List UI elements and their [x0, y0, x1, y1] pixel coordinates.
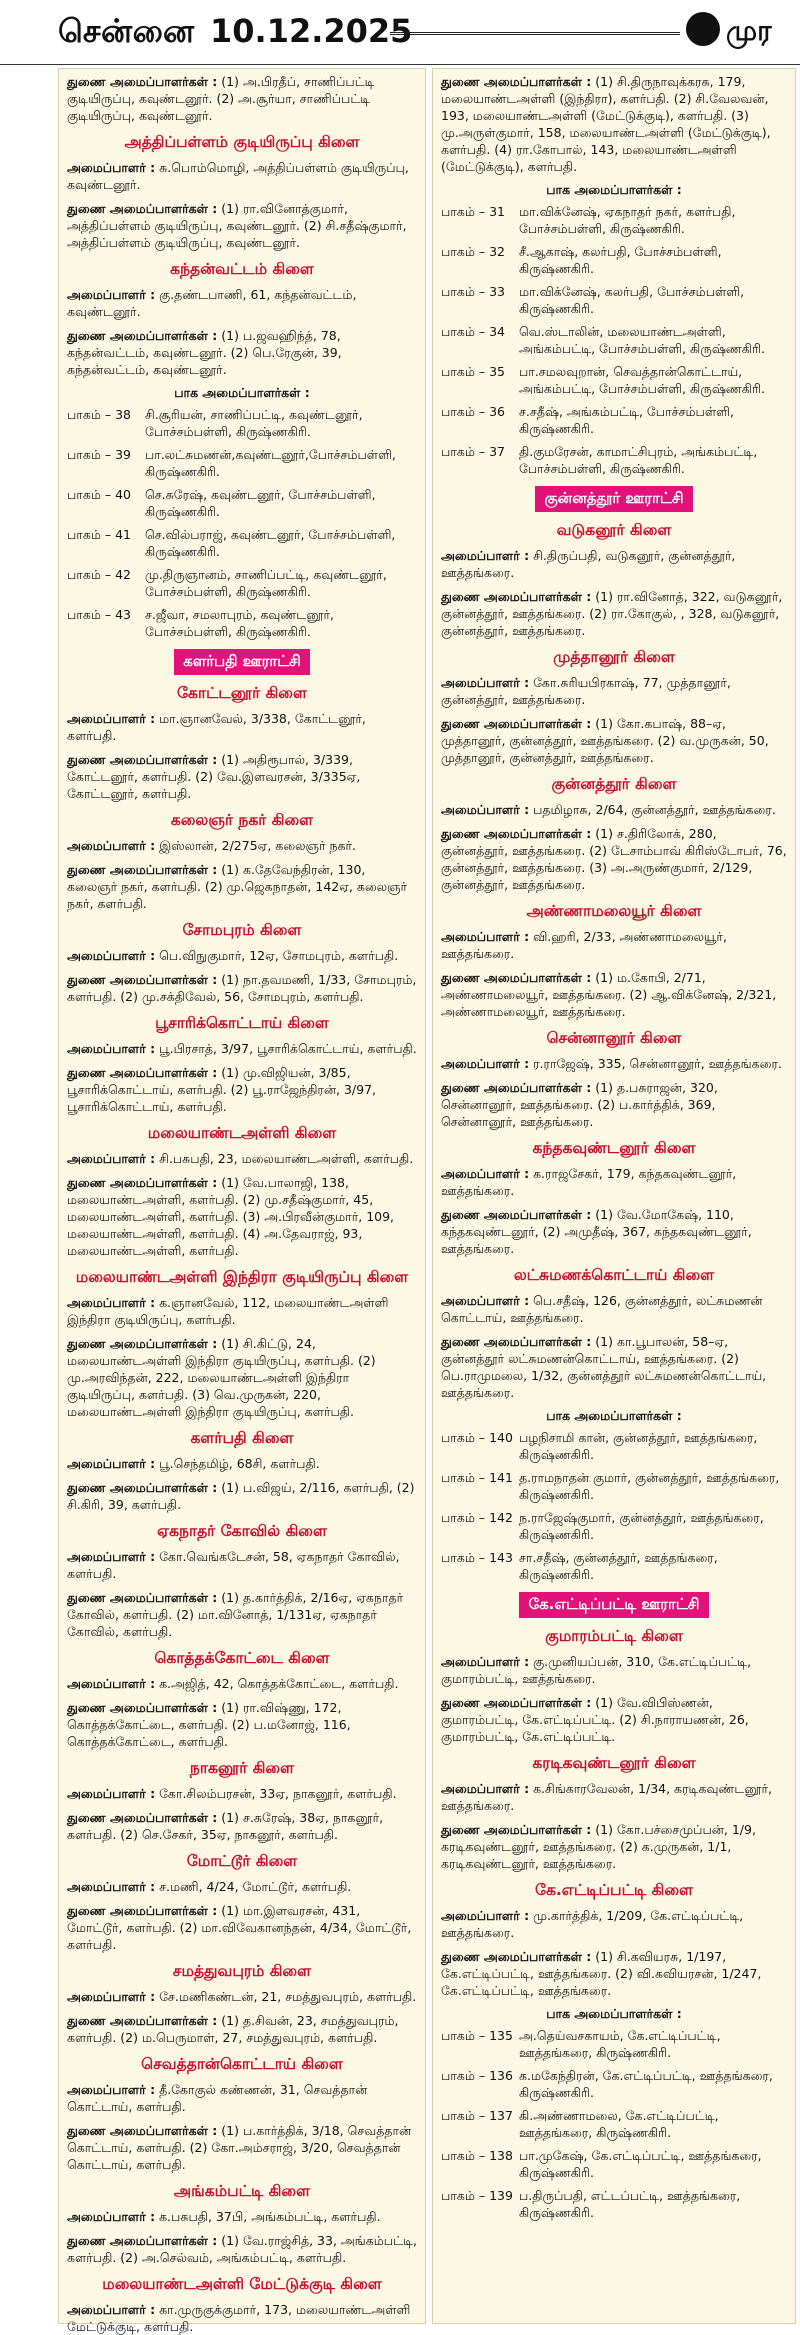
branch-heading: சோமபுரம் கிளை	[182, 921, 302, 939]
masthead-rule	[390, 32, 680, 35]
entry: துணை அமைப்பாளர்கள் : (1) கோ.கபாஷ், 88–ஏ, முத்தானூர், குன்னத்தூர், ஊத்தங்கரை. (2) வ.முருகன், 50, முத்தானூர், குன்னத்தூர், ஊத்தங்கரை.	[441, 716, 769, 765]
branch-heading: செவத்தான்கொட்டாய் கிளை	[141, 2055, 343, 2073]
branch-heading: மோட்டூர் கிளை	[186, 1852, 298, 1870]
bhaga-row: பாகம் – 41 செ.வில்பராஜ், கவுண்டனூர், போச்சம்பள்ளி, கிருஷ்ணகிரி.	[67, 527, 396, 559]
entry: துணை அமைப்பாளர்கள் : (1) ம.கோபி, 2/71, அண்ணாமலையூர், ஊத்தங்கரை. (2) ஆ.விக்னேஷ், 2/321, அண்ணாமலையூர், ஊத்தங்கரை.	[441, 970, 777, 1019]
entry: துணை அமைப்பாளர்கள் : (1) கா.பூபாலன், 58–ஏ, குன்னத்தூர் லட்சுமணன்கொட்டாய், ஊத்தங்கரை. (2) பெ.ராமுமலை, 1/32, குன்னத்தூர் லட்சுமணன்கொட்டாய், ஊத்தங்கரை.	[441, 1334, 767, 1400]
bhaga-row: பாகம் – 32 சீ.ஆகாஷ், கலர்பதி, போச்சம்பள்ளி, கிருஷ்ணகிரி.	[441, 244, 722, 276]
branch-heading: முத்தானூர் கிளை	[553, 648, 675, 666]
emblem-icon	[686, 12, 720, 46]
entry: அமைப்பாளர் : க.ராஜசேகர், 179, கந்தகவுண்டனூர், ஊத்தங்கரை.	[441, 1166, 737, 1198]
entry: துணை அமைப்பாளர்கள் : (1) சி.கவியரசு, 1/197, கே.எட்டிப்பட்டி, ஊத்தங்கரை. (2) வி.கவியரசன், 1/247, கே.எட்டிப்பட்டி, ஊத்தங்கரை.	[441, 1949, 762, 1998]
entry: அமைப்பாளர் : கோ.வெங்கடேசன், 58, ஏகநாதர் கோவில், களர்பதி.	[67, 1549, 400, 1581]
branch-heading: அண்ணாமலையூர் கிளை	[526, 902, 702, 920]
branch-heading: மலையாண்டஅள்ளி கிளை	[147, 1124, 337, 1142]
bhaga-row: பாகம் – 141 த.ராமநாதன் குமார், குன்னத்தூர், ஊத்தங்கரை, கிருஷ்ணகிரி.	[441, 1470, 780, 1502]
bhaga-row: பாகம் – 143 சா.சதீஷ், குன்னத்தூர், ஊத்தங்கரை, கிருஷ்ணகிரி.	[441, 1550, 718, 1582]
entry: துணை அமைப்பாளர்கள் : (1) வே.ராஜ்சித், 33, அங்கம்பட்டி, களர்பதி. (2) அ.செல்வம், அங்கம்பட்டி, களர்பதி.	[67, 2233, 417, 2265]
branch-heading: கோட்டனூர் கிளை	[177, 684, 307, 702]
branch-heading: லட்சுமணக்கொட்டாய் கிளை	[513, 1266, 715, 1284]
entry: துணை அமைப்பாளர்கள் : (1) ரா.வினோத்குமார், அத்திப்பள்ளம் குடியிருப்பு, கவுண்டனூர். (2) சி.சதீஷ்குமார், அத்திப்பள்ளம் குடியிருப்பு, கவுண்டனூர்.	[67, 201, 407, 250]
entry: துணை அமைப்பாளர்கள் : (1) ரா.விஷ்ணு, 172, கொத்தக்கோட்டை, களர்பதி. (2) ப.மனோஜ், 116, கொத்தக்கோட்டை, களர்பதி.	[67, 1700, 351, 1749]
entry: துணை அமைப்பாளர்கள் : (1) மா.இளவரசன், 431, மோட்டூர், களர்பதி. (2) மா.விவேகானந்தன், 4/34, மோட்டூர், களர்பதி.	[67, 1903, 412, 1952]
branch-heading: கரடிகவுண்டனூர் கிளை	[532, 1754, 696, 1772]
entry: அமைப்பாளர் : க.சிங்காரவேலன், 1/34, கரடிகவுண்டனூர், ஊத்தங்கரை.	[441, 1781, 772, 1813]
bhaga-row: பாகம் – 35 பா.சமலவுறான், செவத்தான்கொட்டாய், அங்கம்பட்டி, போச்சம்பள்ளி, கிருஷ்ணகிரி.	[441, 364, 765, 396]
branch-heading: வடுகனூர் கிளை	[556, 521, 672, 539]
entry: அமைப்பாளர் : கா.முருகுக்குமார், 173, மலையாண்டஅள்ளி மேட்டுக்குடி, களர்பதி.	[67, 2302, 411, 2334]
entry: துணை அமைப்பாளர்கள் : (1) மு.விஜியன், 3/85, பூசாரிக்கொட்டாய், களர்பதி. (2) பூ.ராஜேந்திரன், 3/97, பூசாரிக்கொட்டாய், களர்பதி.	[67, 1065, 377, 1114]
entry: துணை அமைப்பாளர்கள் : (1) நா.தவமணி, 1/33, சோமபுரம், களர்பதி. (2) மு.சக்திவேல், 56, சோமபுரம், களர்பதி.	[67, 972, 417, 1004]
entry: துணை அமைப்பாளர்கள் : (1) ப.ஜவஹிந்த், 78, கந்தன்வட்டம், கவுண்டனூர். (2) பெ.ரேகுன், 39, கந்தன்வட்டம், கவுண்டனூர்.	[67, 328, 342, 377]
bhaga-row: பாகம் – 139 ப.திருப்பதி, எட்டப்பட்டி, ஊத்தங்கரை, கிருஷ்ணகிரி.	[441, 2188, 741, 2220]
entry: அமைப்பாளர் : கோ.சிலம்பரசன், 33ஏ, நாகனூர், களர்பதி.	[67, 1786, 397, 1801]
entry: அமைப்பாளர் : க.அஜித், 42, கொத்தக்கோட்டை, களர்பதி.	[67, 1676, 399, 1691]
section-subheading: பாக அமைப்பாளர்கள் :	[546, 1408, 682, 1423]
branch-heading: மலையாண்டஅள்ளி மேட்டுக்குடி கிளை	[102, 2275, 382, 2293]
right-column	[432, 68, 796, 2324]
bhaga-row: பாகம் – 34 வெ.ஸ்டாலின், மலையாண்டஅள்ளி, அங்கம்பட்டி, போச்சம்பள்ளி, கிருஷ்ணகிரி.	[441, 324, 765, 356]
branch-heading: பூசாரிக்கொட்டாய் கிளை	[155, 1014, 329, 1032]
panchayat-banner: குன்னத்தூர் ஊராட்சி	[535, 486, 692, 512]
entry: அமைப்பாளர் : பூ.பிரசாத், 3/97, பூசாரிக்கொட்டாய், களர்பதி.	[67, 1041, 417, 1056]
branch-heading: சென்னானூர் கிளை	[546, 1029, 682, 1047]
entry: அமைப்பாளர் : கு.முனியப்பன், 310, கே.எட்டிப்பட்டி, குமாரம்பட்டி, ஊத்தங்கரை.	[441, 1654, 752, 1686]
branch-heading: கந்தன்வட்டம் கிளை	[170, 260, 314, 278]
entry: அமைப்பாளர் : மு.கார்த்திக், 1/209, கே.எட்டிப்பட்டி, ஊத்தங்கரை.	[441, 1908, 744, 1940]
branch-heading: சமத்துவபுரம் கிளை	[172, 1962, 312, 1980]
branch-heading: கலைஞர் நகர் கிளை	[170, 811, 314, 829]
bhaga-row: பாகம் – 140 பழநிசாமி கான், குன்னத்தூர், ஊத்தங்கரை, கிருஷ்ணகிரி.	[441, 1430, 758, 1462]
bhaga-row: பாகம் – 42 மு.திருஞானம், சாணிப்பட்டி, கவுண்டனூர், போச்சம்பள்ளி, கிருஷ்ணகிரி.	[67, 567, 387, 599]
bhaga-row: பாகம் – 135 அ.தெய்வசகாயம், கே.எட்டிப்பட்டி, ஊத்தங்கரை, கிருஷ்ணகிரி.	[441, 2028, 721, 2060]
entry: துணை அமைப்பாளர்கள் : (1) த.கார்த்திக், 2/16ஏ, ஏகநாதர் கோவில், களர்பதி. (2) மா.வினோத், 1/131ஏ, ஏகநாதர் கோவில், களர்பதி.	[67, 1590, 404, 1639]
entry: துணை அமைப்பாளர்கள் : (1) அதிரூபால், 3/339, கோட்டனூர், களர்பதி. (2) வே.இளவரசன், 3/335ஏ, கோட்டனூர், களர்பதி.	[67, 752, 361, 801]
entry: துணை அமைப்பாளர்கள் : (1) சி.கிட்டு, 24, மலையாண்டஅள்ளி இந்திரா குடியிருப்பு, களர்பதி. (2) மு.அரவிந்தன், 222, மலையாண்டஅள்ளி இந்திரா குடியிருப்பு, களர்பதி. (3) வெ.முருகன், 220, மலையாண்டஅள்ளி இந்திரா குடியிருப்பு, களர்பதி.	[67, 1336, 376, 1419]
branch-heading: கே.எட்டிப்பட்டி கிளை	[534, 1881, 694, 1899]
entry: அமைப்பாளர் : சு.பொம்மொழி, அத்திப்பள்ளம் குடியிருப்பு, கவுண்டனூர்.	[67, 160, 409, 192]
entry: அமைப்பாளர் : க.ஞானவேல், 112, மலையாண்டஅள்ளி இந்திரா குடியிருப்பு, களர்பதி.	[67, 1295, 389, 1327]
bhaga-row: பாகம் – 136 க.மகேந்திரன், கே.எட்டிப்பட்டி, ஊத்தங்கரை, கிருஷ்ணகிரி.	[441, 2068, 773, 2100]
entry: அமைப்பாளர் : க.பசுபதி, 37பி, அங்கம்பட்டி, களர்பதி.	[67, 2209, 381, 2224]
bhaga-row: பாகம் – 38 சி.சூரியன், சாணிப்பட்டி, கவுண்டனூர், போச்சம்பள்ளி, கிருஷ்ணகிரி.	[67, 407, 363, 439]
entry: அமைப்பாளர் : தீ.கோகுல் கண்ணன், 31, செவத்தான் கொட்டாய், களர்பதி.	[67, 2082, 368, 2114]
section-subheading: பாக அமைப்பாளர்கள் :	[546, 182, 682, 197]
entry: துணை அமைப்பாளர்கள் : (1) ப.விஜய், 2/116, களர்பதி, (2) சி.கிரி, 39, களர்பதி.	[67, 1480, 415, 1512]
entry: துணை அமைப்பாளர்கள் : (1) ச.சுரேஷ், 38ஏ, நாகனூர், களர்பதி. (2) செ.சேகர், 35ஏ, நாகனூர், களர்பதி.	[67, 1810, 384, 1842]
masthead-city: சென்னை	[58, 12, 195, 50]
branch-heading: நாகனூர் கிளை	[189, 1759, 295, 1777]
entry: துணை அமைப்பாளர்கள் : (1) அ.பிரதீப், சாணிப்பட்டி குடியிருப்பு, கவுண்டனூர். (2) அ.சூர்யா, சாணிப்பட்டி குடியிருப்பு, கவுண்டனூர்.	[67, 74, 375, 123]
entry: அமைப்பாளர் : ச.மணி, 4/24, மோட்டூர், களர்பதி.	[67, 1879, 352, 1894]
entry: அமைப்பாளர் : வி.ஹரி, 2/33, அண்ணாமலையூர், ஊத்தங்கரை.	[441, 929, 727, 961]
branch-heading: அத்திப்பள்ளம் குடியிருப்பு கிளை	[124, 133, 360, 151]
masthead	[0, 0, 800, 65]
entry: துணை அமைப்பாளர்கள் : (1) கோ.பச்சைமுப்பன், 1/9, கரடிகவுண்டனூர், ஊத்தங்கரை. (2) க.முருகன், 1/1, கரடிகவுண்டனூர், ஊத்தங்கரை.	[441, 1822, 756, 1871]
branch-heading: குமாரம்பட்டி கிளை	[545, 1627, 683, 1645]
masthead-brand: முர	[726, 14, 772, 47]
entry: துணை அமைப்பாளர்கள் : (1) க.தேவேந்திரன், 130, கலைஞர் நகர், களர்பதி. (2) மு.ஜெகநாதன், 142ஏ, கலைஞர் நகர், களர்பதி.	[67, 862, 408, 911]
branch-heading: கொத்தக்கோட்டை கிளை	[154, 1649, 330, 1667]
section-subheading: பாக அமைப்பாளர்கள் :	[546, 2006, 682, 2021]
bhaga-row: பாகம் – 138 பா.முகேஷ், கே.எட்டிப்பட்டி, ஊத்தங்கரை, கிருஷ்ணகிரி.	[441, 2148, 762, 2180]
bhaga-row: பாகம் – 33 மா.விக்னேஷ், கலர்பதி, போச்சம்பள்ளி, கிருஷ்ணகிரி.	[441, 284, 745, 316]
branch-heading: களர்பதி கிளை	[190, 1429, 294, 1447]
columns	[58, 68, 800, 2335]
entry: அமைப்பாளர் : பெ.சதீஷ், 126, குன்னத்தூர், லட்சுமணன் கொட்டாய், ஊத்தங்கரை.	[441, 1293, 763, 1325]
branch-heading: கந்தகவுண்டனூர் கிளை	[532, 1139, 696, 1157]
branch-heading: ஏகநாதர் கோவில் கிளை	[157, 1522, 327, 1540]
section-subheading: பாக அமைப்பாளர்கள் :	[174, 385, 310, 400]
panchayat-banner: களர்பதி ஊராட்சி	[174, 649, 310, 675]
entry: துணை அமைப்பாளர்கள் : (1) த.பசுராஜன், 320, சென்னானூர், ஊத்தங்கரை. (2) ப.கார்த்திக், 369, சென்னானூர், ஊத்தங்கரை.	[441, 1080, 718, 1129]
entry: அமைப்பாளர் : சி.திருப்பதி, வடுகனூர், குன்னத்தூர், ஊத்தங்கரை.	[441, 548, 736, 580]
masthead-date: 10.12.2025	[210, 12, 413, 50]
bhaga-row: பாகம் – 40 செ.சுரேஷ், கவுண்டனூர், போச்சம்பள்ளி, கிருஷ்ணகிரி.	[67, 487, 376, 519]
entry: அமைப்பாளர் : பெ.விநுகுமார், 12ஏ, சோமபுரம், களர்பதி.	[67, 948, 399, 963]
bhaga-row: பாகம் – 37 தி.குமரேசன், காமாட்சிபுரம், அங்கம்பட்டி, போச்சம்பள்ளி, கிருஷ்ணகிரி.	[441, 444, 758, 476]
bhaga-row: பாகம் – 36 ச.சதீஷ், அங்கம்பட்டி, போச்சம்பள்ளி, கிருஷ்ணகிரி.	[441, 404, 734, 436]
entry: துணை அமைப்பாளர்கள் : (1) த.சிவன், 23, சமத்துவபுரம், களர்பதி. (2) ம.பெருமாள், 27, சமத்துவபுரம், களர்பதி.	[67, 2013, 399, 2045]
entry: அமைப்பாளர் : ர.ராஜேஷ், 335, சென்னானூர், ஊத்தங்கரை.	[441, 1056, 782, 1071]
entry: அமைப்பாளர் : சி.பசுபதி, 23, மலையாண்டஅள்ளி, களர்பதி.	[67, 1151, 414, 1166]
entry: அமைப்பாளர் : கு.தண்டபாணி, 61, கந்தன்வட்டம், கவுண்டனூர்.	[67, 287, 357, 319]
entry: அமைப்பாளர் : பதமிழாசு, 2/64, குன்னத்தூர், ஊத்தங்கரை.	[441, 802, 776, 817]
bhaga-row: பாகம் – 43 ச.ஜீவா, சமலாபுரம், கவுண்டனூர், போச்சம்பள்ளி, கிருஷ்ணகிரி.	[67, 607, 334, 639]
entry: துணை அமைப்பாளர்கள் : (1) ரா.வினோத், 322, வடுகனூர், குன்னத்தூர், ஊத்தங்கரை. (2) ரா.கோகுல், , 328, வடுகனூர், குன்னத்தூர், ஊத்தங்கரை.	[441, 589, 783, 638]
bhaga-row: பாகம் – 39 பா.லட்சுமணன்,கவுண்டனூர்,போச்சம்பள்ளி, கிருஷ்ணகிரி.	[67, 447, 396, 479]
entry: துணை அமைப்பாளர்கள் : (1) சி.திருநாவுக்கரசு, 179, மலையாண்டஅள்ளி (இந்திரா), களர்பதி. (2) சி.வேலவன், 193, மலையாண்டஅள்ளி (மேட்டுக்குடி), களர்பதி. (3) மு.அருள்குமார், 158, மலையாண்டஅள்ளி (மேட்டுக்குடி), களர்பதி. (4) ரா.கோபால், 143, மலையாண்டஅள்ளி (மேட்டுக்குடி), களர்பதி.	[441, 74, 771, 174]
entry: அமைப்பாளர் : சே.மணிகண்டன், 21, சமத்துவபுரம், களர்பதி.	[67, 1989, 417, 2004]
left-column	[58, 68, 426, 2334]
entry: துணை அமைப்பாளர்கள் : (1) ப.கார்த்திக், 3/18, செவத்தான் கொட்டாய், களர்பதி. (2) கோ.அம்சராஜ், 3/20, செவத்தான் கொட்டாய், களர்பதி.	[67, 2123, 412, 2172]
entry: துணை அமைப்பாளர்கள் : (1) வே.பாலாஜி, 138, மலையாண்டஅள்ளி, களர்பதி. (2) மு.சதீஷ்குமார், 45, மலையாண்டஅள்ளி, களர்பதி. (3) அ.பிரவீன்குமார், 109, மலையாண்டஅள்ளி, களர்பதி. (4) அ.தேவராஜ், 93, மலையாண்டஅள்ளி, களர்பதி.	[67, 1175, 395, 1258]
bhaga-row: பாகம் – 31 மா.விக்னேஷ், ஏகநாதர் நகர், களர்பதி, போச்சம்பள்ளி, கிருஷ்ணகிரி.	[441, 204, 736, 236]
branch-heading: அங்கம்பட்டி கிளை	[173, 2182, 311, 2200]
bhaga-row: பாகம் – 142 ந.ராஜேஷ்குமார், குன்னத்தூர், ஊத்தங்கரை, கிருஷ்ணகிரி.	[441, 1510, 764, 1542]
bhaga-row: பாகம் – 137 கி.அண்ணாமலை, கே.எட்டிப்பட்டி, ஊத்தங்கரை, கிருஷ்ணகிரி.	[441, 2108, 719, 2140]
panchayat-banner: கே.எட்டிப்பட்டி ஊராட்சி	[519, 1592, 708, 1618]
entry: அமைப்பாளர் : மா.ஞானவேல், 3/338, கோட்டனூர், களர்பதி.	[67, 711, 366, 743]
branch-heading: குன்னத்தூர் கிளை	[551, 775, 677, 793]
branch-heading: மலையாண்டஅள்ளி இந்திரா குடியிருப்பு கிளை	[75, 1268, 409, 1286]
entry: அமைப்பாளர் : கோ.சுரியபிரகாஷ், 77, முத்தானூர், குன்னத்தூர், ஊத்தங்கரை.	[441, 675, 731, 707]
entry: அமைப்பாளர் : பூ.செந்தமிழ், 68சி, களர்பதி.	[67, 1456, 320, 1471]
entry: அமைப்பாளர் : இஸ்லான், 2/275ஏ, கலைஞர் நகர்.	[67, 838, 356, 853]
entry: துணை அமைப்பாளர்கள் : (1) ச.திரிலோக், 280, குன்னத்தூர், ஊத்தங்கரை. (2) டேசாம்பாவ் கிரிஸ்டோபர், 76, குன்னத்தூர், ஊத்தங்கரை. (3) அ.அருண்குமார், 2/129, குன்னத்தூர், ஊத்தங்கரை.	[441, 826, 787, 892]
entry: துணை அமைப்பாளர்கள் : (1) வே.மோகேஷ், 110, கந்தகவுண்டனூர், (2) அமுதீஷ், 367, கந்தகவுண்டனூர், ஊத்தங்கரை.	[441, 1207, 752, 1256]
entry: துணை அமைப்பாளர்கள் : (1) வே.விபிஸ்ணன், குமாரம்பட்டி, கே.எட்டிப்பட்டி. (2) சி.நாராயணன், 26, குமாரம்பட்டி, கே.எட்டிப்பட்டி.	[441, 1695, 749, 1744]
